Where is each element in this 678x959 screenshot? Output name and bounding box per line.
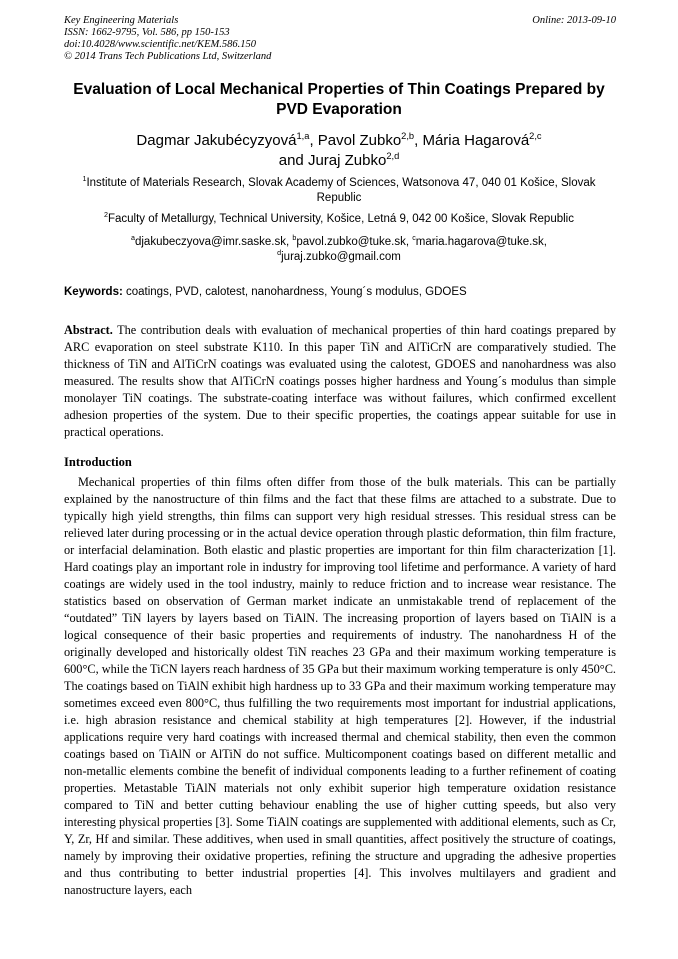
author: Pavol Zubko$^{2,b}$, xyxy=(317,131,423,149)
abstract-label: Abstract. xyxy=(64,323,113,337)
doi-line[interactable]: doi:10.4028/www.scientific.net/KEM.586.150 xyxy=(64,39,256,50)
journal-header xyxy=(64,15,616,63)
author: Dagmar Jakubécyzyová$^{1,a}$, xyxy=(136,131,318,149)
affiliation-1: $^1$Institute of Materials Research, Slovak Academy of Sciences, Watsonova 47, 040 01 Košice, Slovak Republic xyxy=(82,175,596,204)
author: and Juraj Zubko$^{2,d}$ xyxy=(278,151,400,169)
paper-title: Evaluation of Local Mechanical Properties of Thin Coatings Prepared by PVD Evaporation xyxy=(73,81,605,118)
abstract-text: The contribution deals with evaluation of mechanical properties of thin hard coatings prepared by ARC evaporation on steel substrate K110. In this paper TiN and AlTiCrN are comparatively studied. The thickness of TiN and AlTiCrN coatings was evaluated using the calotest, GDOES and nanohardness was also measured. The results show that AlTiCrN coatings posses higher hardness and Young´s modulus than simple monolayer TiN coatings. The substrate-coating interface was without failures, which confirmed excellent adhesion properties of the system. Due to their specific properties, the coatings appear suitable for use in practical operations. xyxy=(64,323,616,439)
keywords xyxy=(64,285,616,300)
section-heading: Introduction xyxy=(64,455,132,469)
online-date: Online: 2013-09-10 xyxy=(532,15,616,26)
email-link[interactable]: $^a$djakubeczyova@imr.saske.sk xyxy=(131,234,286,248)
email-link[interactable]: $^d$juraj.zubko@gmail.com xyxy=(277,249,401,263)
email-list: $^a$djakubeczyova@imr.saske.sk, $^b$pavol.zubko@tuke.sk, $^c$maria.hagarova@tuke.sk, $^d$juraj.zubko@gmail.com xyxy=(131,234,547,263)
affiliation-2: $^2$Faculty of Metallurgy, Technical University, Košice, Letná 9, 042 00 Košice, Slovak Republic xyxy=(104,211,574,225)
author: Mária Hagarová$^{2,c}$ xyxy=(422,131,542,149)
abstract xyxy=(64,322,616,441)
author-list xyxy=(60,131,618,171)
email-link[interactable]: $^c$maria.hagarova@tuke.sk xyxy=(412,234,544,248)
introduction-text: Mechanical properties of thin films often differ from those of the bulk materials. This can be partially explained by the nanostructure of thin films and the fact that these films are attached to a substrate. Due to typically high yield strengths, thin films can support very high residual stresses. This residual stress can be relieved later during processing or in the actual device operation through plastic deformation, thin film fracture, or interfacial delamination. Both elastic and plastic properties are important for thin film characterization [1]. Hard coatings play an important role in industry for improving tool lifetime and performance. A variety of hard coatings are widely used in the tool industry, mainly to reduce friction and to increase wear resistance. The statistics based on observation of German market indicate an unmistakable trend of replacement of the “outdated” TiN layers by layers based on TiAlN. The increasing proportion of layers based on TiAlN is a logical consequence of their basic properties and requirements of industry. The nanohardness H of the originally developed and historically oldest TiN reaches 23 GPa and their maximum working temperature is 600°C, while the TiCN layers reach hardness of 35 GPa but their maximum working temperature is only 450°C. The coatings based on TiAlN exhibit high hardness up to 33 GPa and their maximum working temperature may sometimes exceed even 800°C, thus fulfilling the two requirements most important for industrial applications, i.e. high abrasion resistance and chemical stability at high temperatures [2]. However, if the industrial applications require very hard coatings with increased thermal and chemical stability, then even the common coatings based on TiAlN or AlTiN do not suffice. Multicomponent coatings based on different metallic and non-metallic elements combine the benefit of individual components leading to a further refinement of coating properties. Metastable TiAlN materials not only exhibit superior high temperature oxidation resistance compared to TiN and better cutting behaviour enabling the use of higher cutting speeds, but also very interesting physical properties [3]. Some TiAlN coatings are supplemented with additional elements, such as Cr, Y, Zr, Hf and similar. These additives, when used in small quantities, affect positively the structure of coatings, namely by improving their oxidative properties, refining the structure and upgrading the adhesive properties and thus contributing to better industrial properties [4]. This involves multilayers and gradient and nanostructure layers, each xyxy=(64,475,616,897)
keywords-label: Keywords: xyxy=(64,286,123,298)
keywords-text: coatings, PVD, calotest, nanohardness, Young´s modulus, GDOES xyxy=(122,286,467,298)
copyright-line: © 2014 Trans Tech Publications Ltd, Switzerland xyxy=(64,51,272,62)
issn-line: ISSN: 1662-9795, Vol. 586, pp 150-153 xyxy=(64,27,230,38)
journal-name: Key Engineering Materials xyxy=(64,15,179,26)
email-link[interactable]: $^b$pavol.zubko@tuke.sk xyxy=(292,234,406,248)
